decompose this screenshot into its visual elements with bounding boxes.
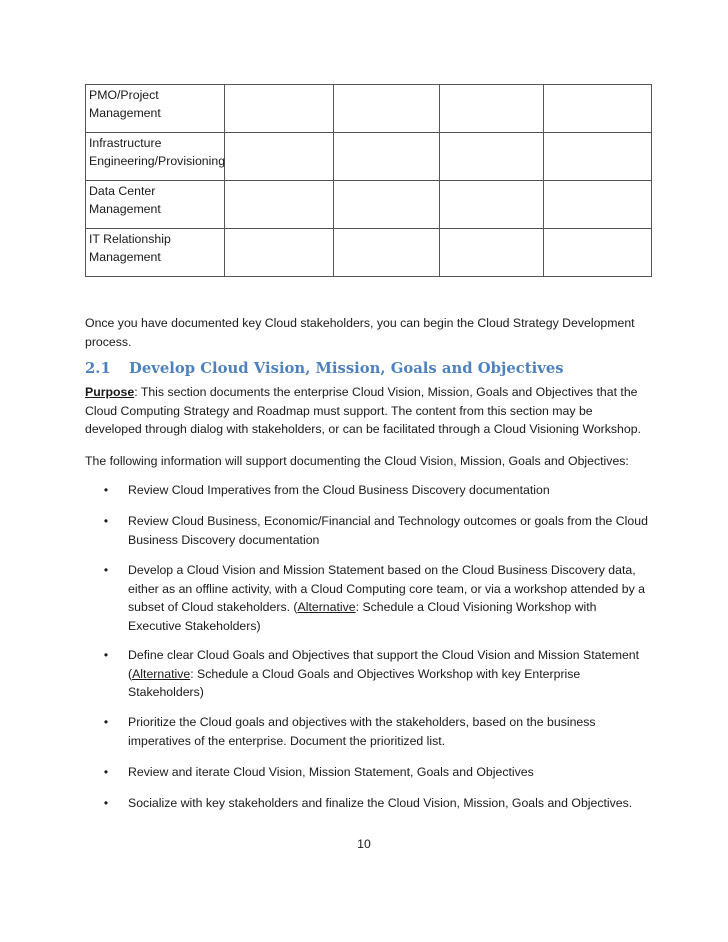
table-cell (440, 229, 544, 277)
table-row-label: PMO/Project Management (86, 85, 225, 133)
list-item-text-after: : Schedule a Cloud Visioning Workshop with Executive Stakeholders) (128, 600, 597, 633)
table-row (86, 133, 652, 181)
table-row (86, 85, 652, 133)
table-cell (544, 85, 652, 133)
list-item (103, 763, 653, 782)
list-item (103, 481, 653, 500)
table-cell (334, 133, 440, 181)
list-item (103, 561, 653, 635)
bullet-icon: • (103, 648, 109, 662)
table-cell (544, 181, 652, 229)
bullet-icon: • (103, 796, 109, 810)
table-cell (225, 229, 334, 277)
section-title: Develop Cloud Vision, Mission, Goals and Objectives (129, 360, 564, 377)
list-item-text: Review Cloud Imperatives from the Cloud Business Discovery documentation (128, 483, 550, 497)
bullet-icon: • (103, 483, 109, 497)
alternative-label: Alternative (132, 666, 191, 681)
bullet-icon: • (103, 514, 109, 528)
purpose-paragraph (85, 383, 651, 439)
table-row (86, 229, 652, 277)
table-cell (544, 229, 652, 277)
table-cell (225, 133, 334, 181)
table-cell (440, 133, 544, 181)
list-item (103, 646, 653, 702)
intro-paragraph: Once you have documented key Cloud stakeholders, you can begin the Cloud Strategy Development process. (85, 316, 635, 349)
section-number: 2.1 (85, 360, 111, 377)
list-item (103, 713, 653, 750)
following-paragraph: The following information will support documenting the Cloud Vision, Mission, Goals and Objectives: (85, 454, 629, 468)
list-item-text: Develop a Cloud Vision and Mission Statement based on the Cloud Business Discovery data, either as an offline activity, with a Cloud Computing core team, or via a workshop attended by a subset of Cloud stakeholders. ( (128, 563, 645, 614)
table-cell (544, 133, 652, 181)
list-item (103, 512, 653, 549)
list-item-text: Prioritize the Cloud goals and objectives with the stakeholders, based on the business imperatives of the enterprise. Document the prioritized list. (128, 715, 596, 748)
table-cell (334, 229, 440, 277)
bullet-icon: • (103, 563, 109, 577)
table-cell (334, 181, 440, 229)
stakeholder-table (85, 84, 652, 277)
list-item (103, 794, 653, 813)
bullet-icon: • (103, 765, 109, 779)
table-row (86, 181, 652, 229)
table-row-label: IT Relationship Management (86, 229, 225, 277)
purpose-text: : This section documents the enterprise Cloud Vision, Mission, Goals and Objectives that the Cloud Computing Strategy and Roadmap must support. The content from this section may be developed through dialog with stakeholders, or can be facilitated through a Cloud Visioning Workshop. (85, 385, 641, 436)
bullet-icon: • (103, 715, 109, 729)
list-item-text-after: : Schedule a Cloud Goals and Objectives Workshop with key Enterprise Stakeholders) (128, 666, 581, 699)
list-item-text: Define clear Cloud Goals and Objectives that support the Cloud Vision and Mission Statement ( (128, 648, 640, 681)
table-cell (334, 85, 440, 133)
list-item-text: Review Cloud Business, Economic/Financial and Technology outcomes or goals from the Cloud Business Discovery documentation (128, 514, 648, 547)
list-item-text: Review and iterate Cloud Vision, Mission Statement, Goals and Objectives (128, 765, 534, 779)
table-cell (440, 181, 544, 229)
table-row-label: Data Center Management (86, 181, 225, 229)
page-number: 10 (357, 837, 371, 851)
table-row-label: Infrastructure Engineering/Provisioning (86, 133, 225, 181)
purpose-label: Purpose (85, 385, 135, 399)
table-cell (225, 181, 334, 229)
table-cell (225, 85, 334, 133)
section-heading (85, 359, 651, 379)
alternative-label: Alternative (297, 600, 356, 614)
table-cell (440, 85, 544, 133)
list-item-text: Socialize with key stakeholders and finalize the Cloud Vision, Mission, Goals and Objectives. (128, 796, 633, 810)
